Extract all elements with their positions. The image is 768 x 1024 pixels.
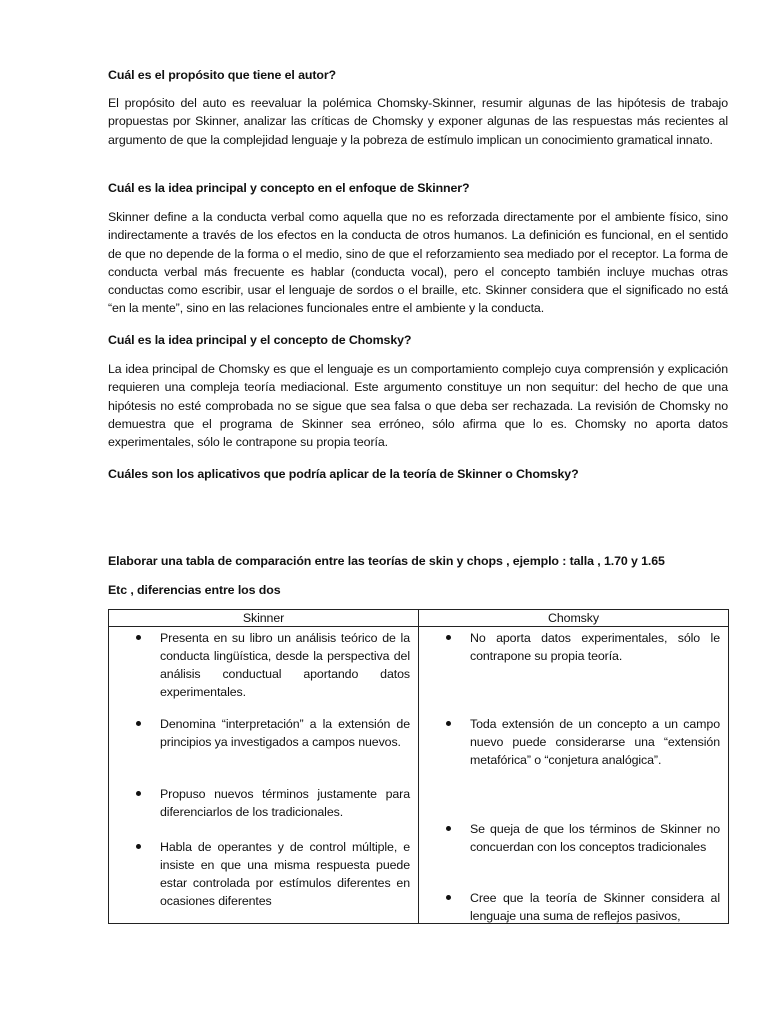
- list-item: [109, 785, 418, 821]
- bullet-icon: [136, 721, 141, 726]
- question-skinner: Cuál es la idea principal y concepto en el enfoque de Skinner?: [108, 181, 470, 195]
- skinner-point-3: Propuso nuevos términos justamente para diferenciarlos de los tradicionales.: [160, 787, 410, 819]
- bullet-icon: [136, 635, 141, 640]
- header-chomsky: Chomsky: [419, 610, 729, 627]
- list-item: [419, 629, 728, 665]
- bullet-icon: [446, 826, 451, 831]
- list-item: [419, 889, 728, 925]
- list-item: [419, 715, 728, 769]
- chomsky-point-2: Toda extensión de un concepto a un campo nuevo puede considerarse una “extensión metafórica” o “conjetura analógica”.: [470, 717, 720, 767]
- chomsky-point-1: No aporta datos experimentales, sólo le contrapone su propia teoría.: [470, 631, 720, 663]
- skinner-point-2: Denomina “interpretación” a la extensión de principios ya investigados a campos nuevos.: [160, 717, 410, 749]
- list-item: [109, 838, 418, 910]
- answer-skinner: Skinner define a la conducta verbal como aquella que no es reforzada directamente por el ambiente físico, sino indirectamente a través de los efectos en la conducta de otros humanos. La definición es funcional, en el sentido de que no depende de la forma o el medio, sino de que el reforzamiento sea mediado por el receptor. La forma de conducta verbal más frecuente es hablar (conducta vocal), pero el concepto también incluye muchas otras conductas como escribir, usar el lenguaje de sordos o el braille, etc. Skinner considera que el significado no está “en la mente”, sino en las relaciones funcionales entre el ambiente y la conducta.: [108, 210, 728, 316]
- question-chomsky: Cuál es la idea principal y el concepto de Chomsky?: [108, 333, 412, 347]
- list-item: [419, 820, 728, 856]
- bullet-icon: [446, 721, 451, 726]
- skinner-column: [109, 627, 419, 924]
- chomsky-point-4: Cree que la teoría de Skinner considera al lenguaje una suma de reflejos pasivos,: [470, 891, 720, 923]
- list-item: [109, 715, 418, 751]
- comparison-table: [108, 609, 729, 924]
- answer-purpose: El propósito del auto es reevaluar la polémica Chomsky-Skinner, resumir algunas de las hipótesis de trabajo propuestas por Skinner, analizar las críticas de Chomsky y exponer algunas de las respuestas más recientes al argumento de que la complejidad lenguaje y la pobreza de estímulo implican un conocimiento gramatical innato.: [108, 96, 728, 147]
- chomsky-point-3: Se queja de que los términos de Skinner no concuerdan con los conceptos tradicionales: [470, 822, 720, 854]
- header-skinner: Skinner: [109, 610, 419, 627]
- skinner-point-4: Habla de operantes y de control múltiple, e insiste en que una misma respuesta puede estar controlada por estímulos diferentes en ocasiones diferentes: [160, 840, 410, 908]
- question-applications: Cuáles son los aplicativos que podría aplicar de la teoría de Skinner o Chomsky?: [108, 467, 579, 481]
- instruction-comparison-table: Elaborar una tabla de comparación entre las teorías de skin y chops , ejemplo : talla , 1.70 y 1.65: [108, 554, 665, 568]
- bullet-icon: [136, 791, 141, 796]
- answer-chomsky: La idea principal de Chomsky es que el lenguaje es un comportamiento complejo cuya comprensión y explicación requieren una compleja teoría mediacional. Este argumento constituye un non sequitur: del hecho de que una hipótesis no esté comprobada no se sigue que sea falsa o que deba ser rechazada. La revisión de Chomsky no demuestra que el programa de Skinner sea erróneo, sólo afirma que lo es. Chomsky no aporta datos experimentales, sólo le contrapone su propia teoría.: [108, 362, 728, 450]
- skinner-point-1: Presenta en su libro un análisis teórico de la conducta lingüística, desde la perspectiva del análisis conductual aportando datos experimentales.: [160, 631, 410, 699]
- bullet-icon: [446, 635, 451, 640]
- question-purpose: Cuál es el propósito que tiene el autor?: [108, 68, 337, 82]
- list-item: [109, 629, 418, 701]
- instruction-differences: Etc , diferencias entre los dos: [108, 583, 281, 597]
- bullet-icon: [446, 895, 451, 900]
- bullet-icon: [136, 844, 141, 849]
- chomsky-column: [419, 627, 729, 924]
